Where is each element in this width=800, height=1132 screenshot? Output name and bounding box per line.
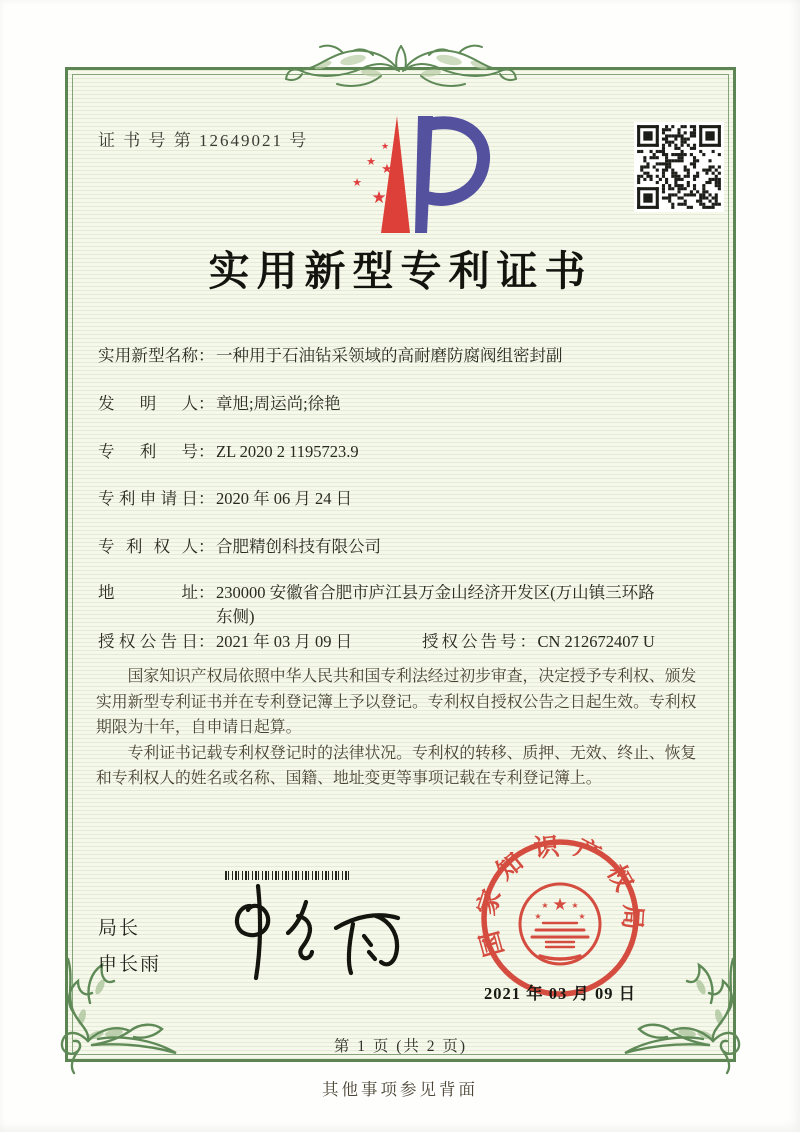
star-icon: ★ <box>578 912 586 921</box>
field-colon: ： <box>198 583 215 602</box>
star-icon: ★ <box>552 895 568 915</box>
field-address <box>98 581 661 629</box>
star-icon: ★ <box>534 912 542 921</box>
field-label: 地址 <box>98 583 198 602</box>
field-utility-model-name <box>98 344 563 368</box>
field-colon: ： <box>198 346 215 365</box>
legal-text-block <box>96 664 708 792</box>
certificate-frame <box>65 67 736 1062</box>
star-icon: ★ <box>571 901 579 910</box>
field-label: 授权公告号 <box>422 632 520 651</box>
field-patent-number <box>98 440 359 464</box>
commissioner-title: 局长 <box>98 918 141 939</box>
star-icon: ★ <box>371 188 387 208</box>
field-grant-number <box>422 630 655 654</box>
field-value: 章旭;周运尚;徐艳 <box>216 394 341 413</box>
field-value: CN 212672407 U <box>537 632 655 651</box>
field-inventor <box>98 392 341 416</box>
star-icon: ★ <box>366 155 376 168</box>
certificate-title: 实用新型专利证书 <box>208 248 593 294</box>
field-label: 实用新型名称 <box>98 346 198 365</box>
field-colon: ： <box>198 442 215 461</box>
top-scroll-ornament-icon <box>283 43 519 97</box>
commissioner-signature-icon <box>220 876 420 986</box>
commissioner-name: 申长雨 <box>98 954 162 975</box>
field-value: 230000 安徽省合肥市庐江县万金山经济开发区(万山镇三环路东侧) <box>216 583 655 626</box>
national-emblem-icon <box>520 884 600 964</box>
field-label: 专利申请日 <box>98 489 198 508</box>
field-label: 授权公告日 <box>98 632 198 651</box>
field-label: 专利权人 <box>98 537 198 556</box>
seal-date: 2021 年 03 月 09 日 <box>483 984 637 1003</box>
field-label: 专利号 <box>98 442 198 461</box>
star-icon: ★ <box>380 142 390 152</box>
star-icon: ★ <box>381 162 393 177</box>
star-icon: ★ <box>352 176 362 189</box>
field-filing-date <box>98 487 352 511</box>
legal-paragraph: 专利证书记载专利权登记时的法律状况。专利权的转移、质押、无效、终止、恢复和专利权人的姓名或名称、国籍、地址变更等事项记载在专利登记簿上。 <box>96 744 697 787</box>
field-colon: ： <box>519 632 536 651</box>
field-value: 合肥精创科技有限公司 <box>216 537 381 556</box>
legal-paragraph: 国家知识产权局依照中华人民共和国专利法经过初步审查，决定授予专利权、颁发实用新型专利证书并在专利登记簿上予以登记。专利权自授权公告之日起生效。专利权期限为十年，自申请日起算。 <box>96 668 697 736</box>
field-value: 2021 年 03 月 09 日 <box>216 632 353 651</box>
qr-code <box>634 122 724 212</box>
field-label: 发明人 <box>98 394 198 413</box>
star-icon: ★ <box>541 901 549 910</box>
cnipa-logo-icon <box>334 112 494 238</box>
field-value: 一种用于石油钻采领域的高耐磨防腐阀组密封副 <box>216 346 563 365</box>
field-colon: ： <box>198 632 215 651</box>
certificate-number: 证 书 号 第 12649021 号 <box>98 131 309 150</box>
field-patentee <box>98 535 381 559</box>
field-value: ZL 2020 2 1195723.9 <box>216 442 359 461</box>
seal-ring-text: 国家知识产权局 <box>473 832 647 960</box>
field-grant <box>98 630 655 654</box>
field-colon: ： <box>198 537 215 556</box>
back-note: 其他事项参见背面 <box>322 1080 478 1099</box>
field-value: 2020 年 06 月 24 日 <box>216 489 353 508</box>
field-colon: ： <box>198 489 215 508</box>
field-colon: ： <box>198 394 215 413</box>
page-info: 第 1 页 (共 2 页) <box>333 1038 468 1055</box>
